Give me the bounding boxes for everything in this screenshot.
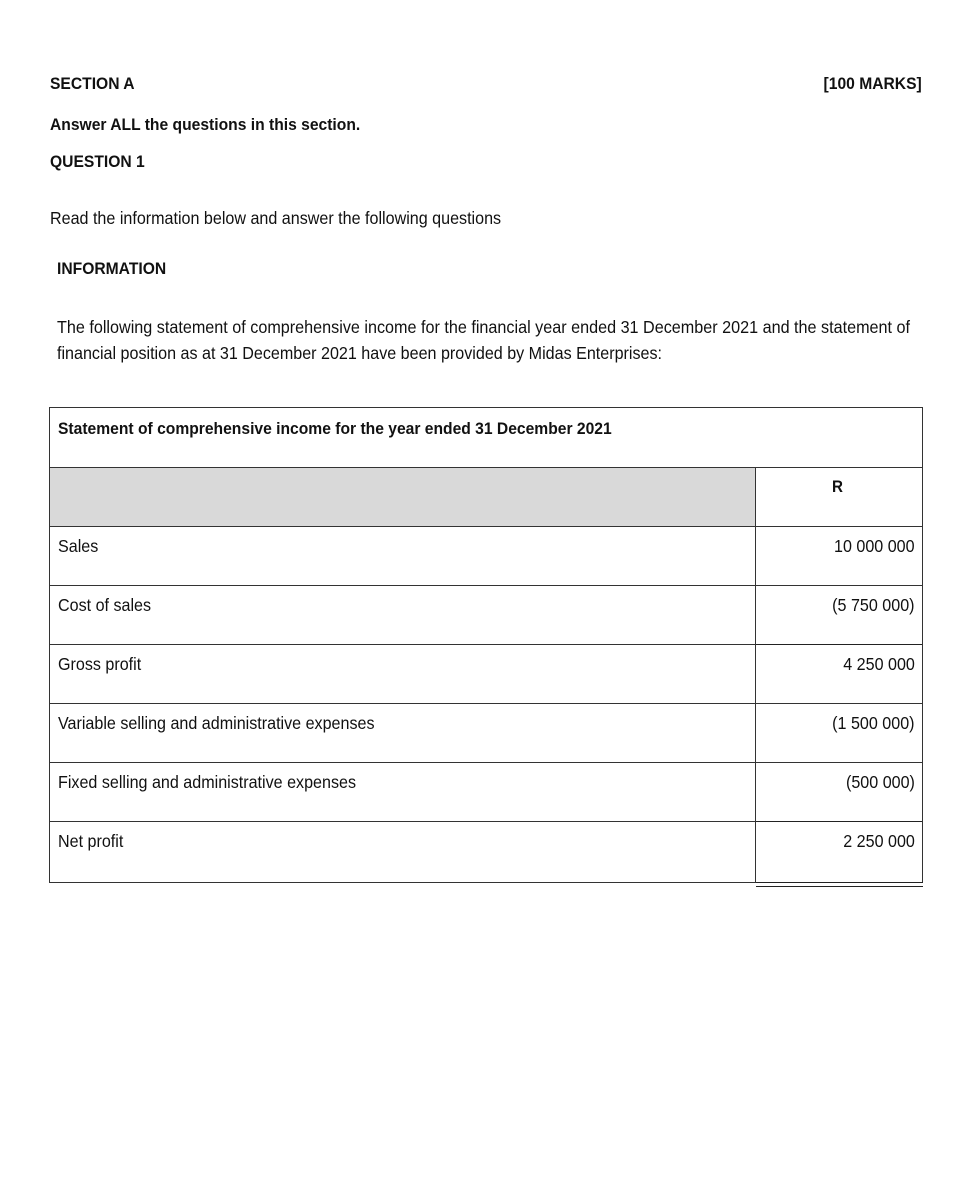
section-marks: [100 MARKS]: [823, 74, 922, 93]
row-label-cell: [50, 527, 756, 585]
table-row: [50, 763, 922, 822]
question-title: QUESTION 1: [50, 152, 145, 171]
row-label: Fixed selling and administrative expenses: [58, 772, 357, 792]
row-value: 10 000 000: [834, 536, 915, 556]
row-value-cell: [756, 822, 922, 882]
header-value-cell: [756, 468, 922, 526]
row-label: Sales: [58, 536, 99, 556]
total-double-underline: [756, 882, 923, 887]
row-value: (500 000): [846, 772, 915, 792]
information-paragraph-line-1: The following statement of comprehensive income for the financial year ended 31 December 2021 and the statement of: [57, 317, 911, 337]
row-label: Net profit: [58, 831, 124, 851]
row-value-cell: [756, 527, 922, 585]
row-value: 4 250 000: [843, 654, 915, 674]
table-header-row: [50, 468, 922, 527]
row-value: 2 250 000: [843, 831, 915, 851]
currency-header: R: [832, 478, 843, 496]
question-intro: Read the information below and answer the following questions: [50, 208, 502, 228]
row-value-cell: [756, 704, 922, 762]
information-paragraph-line-2: financial position as at 31 December 2021 have been provided by Midas Enterprises:: [57, 343, 663, 363]
table-row: [50, 704, 922, 763]
instruction-text: Answer ALL the questions in this section.: [50, 115, 361, 134]
table-title: Statement of comprehensive income for the year ended 31 December 2021: [58, 419, 612, 438]
section-title: SECTION A: [50, 74, 135, 93]
row-value-cell: [756, 645, 922, 703]
row-label-cell: [50, 645, 756, 703]
row-label: Cost of sales: [58, 595, 152, 615]
row-value-cell: [756, 763, 922, 821]
header-label-cell: [50, 468, 756, 526]
subtotal-rule: [756, 821, 922, 822]
table-row: [50, 822, 922, 882]
row-label-cell: [50, 822, 756, 882]
table-row: [50, 645, 922, 704]
row-label: Variable selling and administrative expenses: [58, 713, 375, 733]
income-statement-table: [49, 407, 923, 883]
row-value: (5 750 000): [832, 595, 915, 615]
table-title-row: [50, 408, 922, 468]
row-value-cell: [756, 586, 922, 644]
subtotal-rule: [756, 644, 922, 645]
table-row: [50, 527, 922, 586]
row-label-cell: [50, 704, 756, 762]
row-label: Gross profit: [58, 654, 142, 674]
row-label-cell: [50, 763, 756, 821]
row-label-cell: [50, 586, 756, 644]
information-heading: INFORMATION: [57, 259, 167, 278]
row-value: (1 500 000): [832, 713, 915, 733]
table-row: [50, 586, 922, 645]
